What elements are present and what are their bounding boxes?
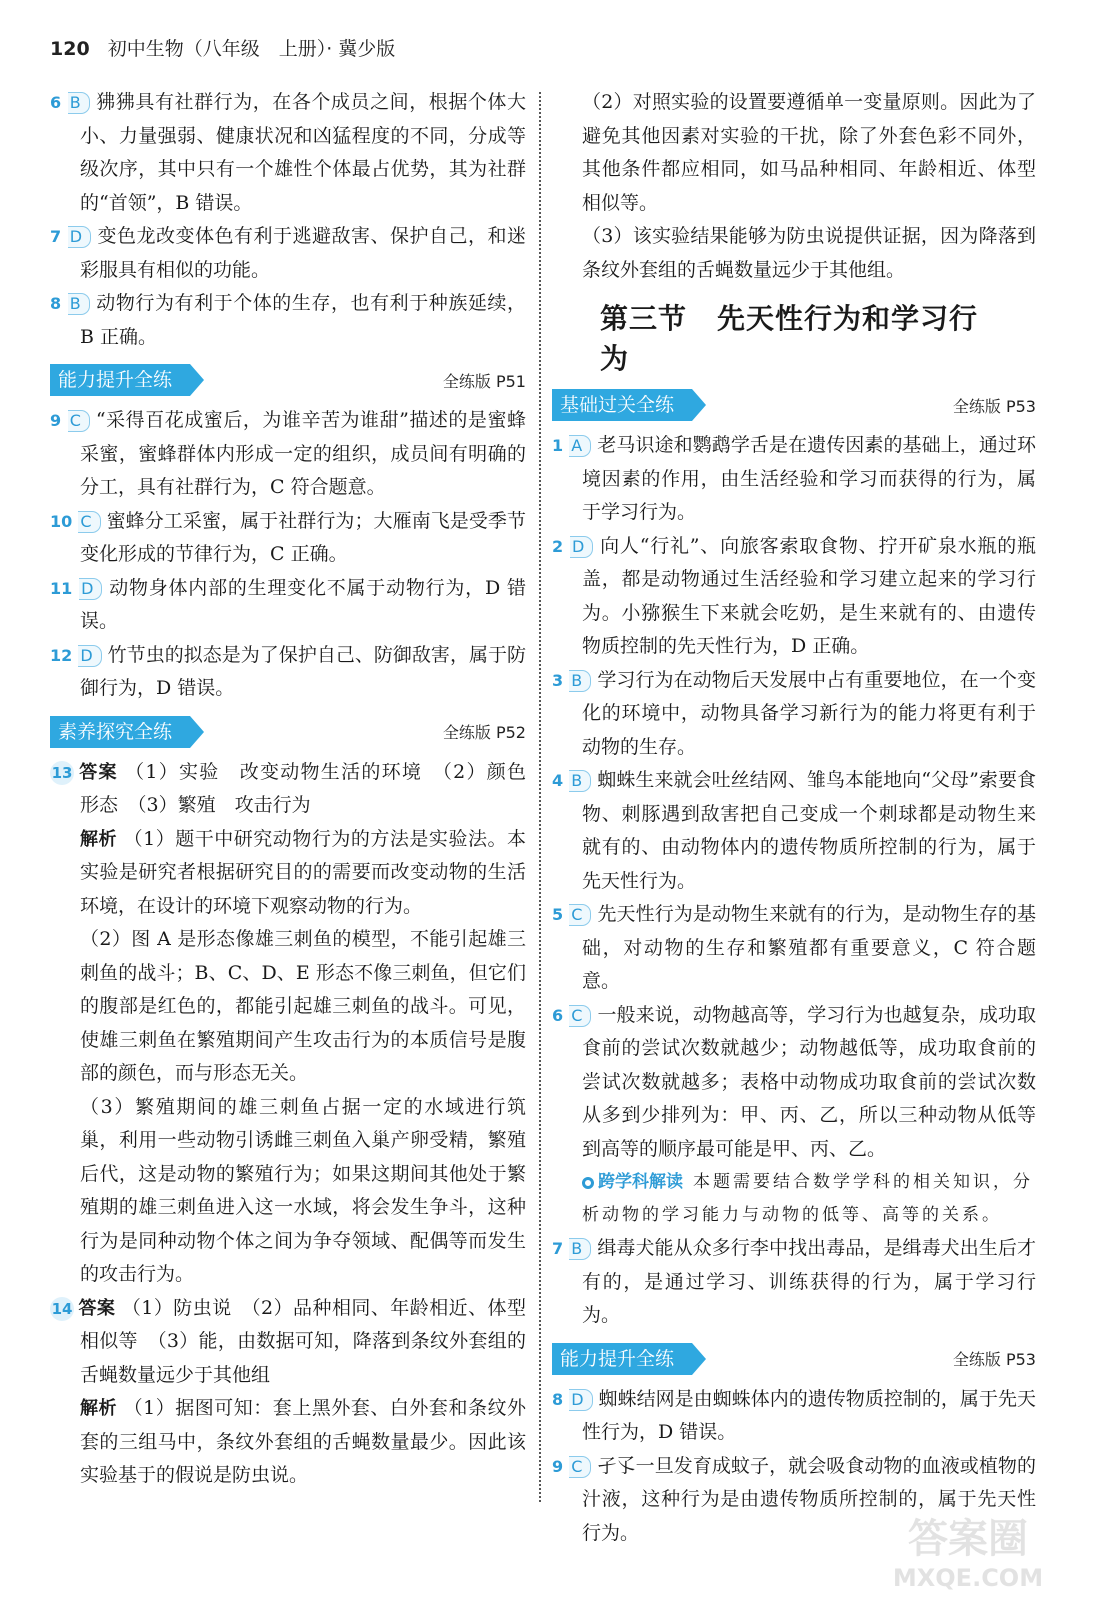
question-number: 5 [552, 905, 564, 924]
section-title [600, 297, 1036, 377]
answer-text: （1）防虫说 （2）品种相同、年龄相近、体型相似等 （3）能，由数据可知，降落到条纹外套组的舌蝇数量远少于其他组 [80, 1296, 527, 1386]
explanation-text: 先天性行为是动物生来就有的行为，是动物生存的基础，对动物的生存和繁殖都有重要意义，C 符合题意。 [582, 903, 1036, 992]
explanation-text: 缉毒犬能从众多行李中找出毒品，是缉毒犬出生后才有的，是通过学习、训练获得的行为，属于学习行为。 [582, 1237, 1036, 1326]
page-reference: 全练版 P51 [442, 371, 526, 391]
answer-item [552, 664, 1036, 765]
page-reference: 全练版 P53 [952, 1350, 1036, 1369]
page-reference: 全练版 P52 [442, 723, 526, 742]
analysis-paragraph: （3）繁殖期间的雄三刺鱼占据一定的水域进行筑巢，利用一些动物引诱雌三刺鱼入巢产卵受精，繁殖后代，这是动物的繁殖行为；如果这期间其他处于繁殖期的雄三刺鱼进入这一水域，将会发生争斗，这种行为是同种动物个体之间为争夺领域、配偶等而发生的攻击行为。 [80, 1095, 526, 1285]
analysis-paragraph: （2）图 A 是形态像雄三刺鱼的模型，不能引起雄三刺鱼的战斗；B、C、D、E 形态不像三刺鱼，但它们的腹部是红色的，都能引起雄三刺鱼的战斗。可见，使雄三刺鱼在繁殖期间产生攻击行为的本质信号是腹部的颜色，而与形态无关。 [80, 928, 526, 1084]
answer-text: （1）实验 改变动物生活的环境 （2）颜色 形态 （3）繁殖 攻击行为 [80, 760, 546, 816]
explanation-text: 竹节虫的拟态是为了保护自己、防御敌害，属于防御行为，D 错误。 [80, 643, 526, 699]
explanation-text: 动物行为有利于个体的生存，也有利于种族延续，B 正确。 [80, 292, 526, 348]
question-number: 3 [552, 670, 564, 690]
answer-label: 答案 [78, 1297, 116, 1319]
question-number: 4 [552, 771, 564, 790]
answer-choice-badge: D [78, 645, 101, 667]
explanation-text: 蜜蜂分工采蜜，属于社群行为；大雁南飞是受季节变化形成的节律行为，C 正确。 [80, 509, 526, 565]
explanation-text: 狒狒具有社群行为，在各个成员之间，根据个体大小、力量强弱、健康状况和凶猛程度的不同，分成等级次序，其中只有一个雄性个体最占优势，其为社群的“首领”，B 错误。 [80, 91, 526, 214]
analysis-label: 解析 [80, 1398, 118, 1419]
question-number: 2 [552, 536, 564, 556]
answer-label: 答案 [78, 761, 118, 783]
explanation-text: 动物身体内部的生理变化不属于动物行为，D 错误。 [80, 576, 526, 632]
answer-choice-badge: D [569, 1389, 592, 1411]
answer-choice-badge: C [68, 410, 90, 432]
section-banner: 能力提升全练 [50, 364, 190, 396]
answer-item [50, 86, 526, 220]
answer-choice-badge: B [68, 92, 90, 114]
question-number: 10 [50, 511, 73, 531]
explanation-text: 孑孓一旦发育成蚊子，就会吸食动物的血液或植物的汁液，这种行为是由遗传物质所控制的，属于先天性行为。 [582, 1454, 1036, 1544]
section-banner-row [50, 364, 526, 396]
answer-item [552, 429, 1036, 530]
analysis-paragraph [80, 1392, 526, 1493]
answer-item [552, 1232, 1036, 1333]
question-number: 12 [50, 645, 73, 665]
question-number: 1 [552, 436, 564, 455]
question-number: 7 [50, 227, 62, 246]
right-column [552, 86, 1036, 1550]
section-banner-row [552, 1343, 1036, 1375]
answer-item [50, 220, 526, 287]
answer-item [50, 572, 526, 639]
answer-choice-badge: C [569, 1456, 591, 1478]
answer-item [552, 999, 1036, 1167]
answer-choice-badge: B [68, 293, 90, 315]
analysis-text: （1）据图可知：套上黑外套、白外套和条纹外套的三组马中，条纹外套组的舌蝇数量最少。因此该实验基于的假说是防虫说。 [80, 1397, 526, 1486]
answer-choice-badge: B [569, 1238, 591, 1260]
page-header [50, 34, 395, 61]
explanation-text: 变色龙改变体色有利于逃避敌害、保护自己，和迷彩服具有相似的功能。 [80, 225, 526, 281]
explanation-text: 一般来说，动物越高等，学习行为也越复杂，成功取食前的尝试次数就越少；动物越低等，成功取食前的尝试次数就越多；表格中动物成功取食前的尝试次数从多到少排列为：甲、丙、乙，所以三种动物从低等到高等的顺序最可能是甲、丙、乙。 [582, 1003, 1036, 1160]
watermark-url: MXQE.COM [892, 1564, 1044, 1592]
analysis-paragraph: （3）该实验结果能够为防虫说提供证据，因为降落到条纹外套组的舌蝇数量远少于其他组。 [582, 225, 1036, 281]
cross-subject-tip [552, 1166, 1036, 1232]
book-title: 初中生物（八年级 上册）· 冀少版 [107, 38, 396, 60]
section-heading: 先天性行为和学习行为 [600, 302, 979, 375]
analysis-paragraph: （2）对照实验的设置要遵循单一变量原则。因此为了避免其他因素对实验的干扰，除了外套色彩不同外，其他条件都应相同，如马品种相同、年龄相近、体型相似等。 [582, 91, 1036, 214]
answer-choice-badge: D [79, 578, 102, 600]
answer-item [50, 287, 526, 354]
tip-label: 跨学科解读 [598, 1172, 683, 1192]
answer-item [50, 404, 526, 505]
explanation-text: 向人“行礼”、向旅客索取食物、拧开矿泉水瓶的瓶盖，都是动物通过生活经验和学习建立起来的学习行为。小猕猴生下来就会吃奶，是生来就有的、由遗传物质控制的先天性行为，D 正确。 [582, 534, 1036, 657]
section-number: 第三节 [600, 302, 688, 335]
answer-choice-badge: B [569, 670, 591, 692]
question-number: 7 [552, 1239, 564, 1258]
analysis-paragraph [80, 823, 526, 924]
answer-item [50, 756, 546, 823]
question-number: 6 [552, 1005, 564, 1025]
section-banner-row [50, 716, 526, 748]
analysis-block [50, 1392, 526, 1493]
answer-choice-badge: D [570, 536, 593, 558]
analysis-label: 解析 [80, 828, 118, 850]
answer-choice-badge: C [569, 1005, 591, 1027]
question-number: 8 [552, 1389, 564, 1409]
column-divider [539, 92, 541, 1502]
section-banner: 素养探究全练 [50, 716, 190, 748]
left-column [50, 86, 546, 1493]
answer-item [552, 530, 1036, 664]
answer-item [552, 764, 1036, 898]
tip-text: 本题需要结合数学学科的相关知识，分析动物的学习能力与动物的低等、高等的关系。 [582, 1172, 1033, 1225]
question-number: 9 [552, 1456, 564, 1476]
question-number: 8 [50, 294, 62, 313]
answer-item [552, 898, 1036, 999]
answer-choice-badge: A [569, 435, 591, 457]
answer-choice-badge: B [569, 770, 591, 792]
answer-item [50, 505, 526, 572]
question-number: 11 [50, 578, 73, 598]
explanation-text: 蜘蛛生来就会吐丝结网、雏鸟本能地向“父母”索要食物、刺豚遇到敌害把自己变成一个刺球都是动物生来就有的、由动物体内的遗传物质所控制的行为，属于先天性行为。 [582, 769, 1036, 892]
answer-item [50, 1292, 526, 1393]
answer-choice-badge: D [68, 226, 91, 248]
answer-choice-badge: C [78, 511, 100, 533]
answer-item [50, 639, 526, 706]
answer-choice-badge: C [569, 904, 591, 926]
explanation-text: 蜘蛛结网是由蜘蛛体内的遗传物质控制的，属于先天性行为，D 错误。 [582, 1387, 1036, 1443]
question-number-circle: 13 [50, 761, 74, 785]
analysis-text: （1）题干中研究动物行为的方法是实验法。本实验是研究者根据研究目的的需要而改变动物的生活环境，在设计的环境下观察动物的行为。 [80, 827, 526, 917]
tip-bullet-icon [582, 1177, 594, 1189]
section-banner: 基础过关全练 [552, 389, 692, 421]
explanation-text: 学习行为在动物后天发展中占有重要地位，在一个变化的环境中，动物具备学习新行为的能力将更有利于动物的生存。 [582, 668, 1036, 758]
watermark-logo-text: 答案圈 [908, 1516, 1028, 1562]
section-banner-row [552, 389, 1036, 421]
page-number: 120 [50, 38, 90, 60]
page-reference: 全练版 P53 [952, 396, 1036, 416]
explanation-text: “采得百花成蜜后，为谁辛苦为谁甜”描述的是蜜蜂采蜜，蜜蜂群体内形成一定的组织，成员间有明确的分工，具有社群行为，C 符合题意。 [80, 409, 526, 498]
question-number-circle: 14 [50, 1297, 74, 1321]
explanation-text: 老马识途和鹦鹉学舌是在遗传因素的基础上，通过环境因素的作用，由生活经验和学习而获得的行为，属于学习行为。 [582, 434, 1036, 523]
site-watermark [883, 1504, 1053, 1594]
answer-item [552, 1383, 1036, 1450]
analysis-continuation [552, 86, 1036, 287]
question-number: 6 [50, 93, 62, 112]
analysis-block [50, 823, 526, 1292]
section-banner: 能力提升全练 [552, 1343, 692, 1375]
question-number: 9 [50, 411, 62, 430]
